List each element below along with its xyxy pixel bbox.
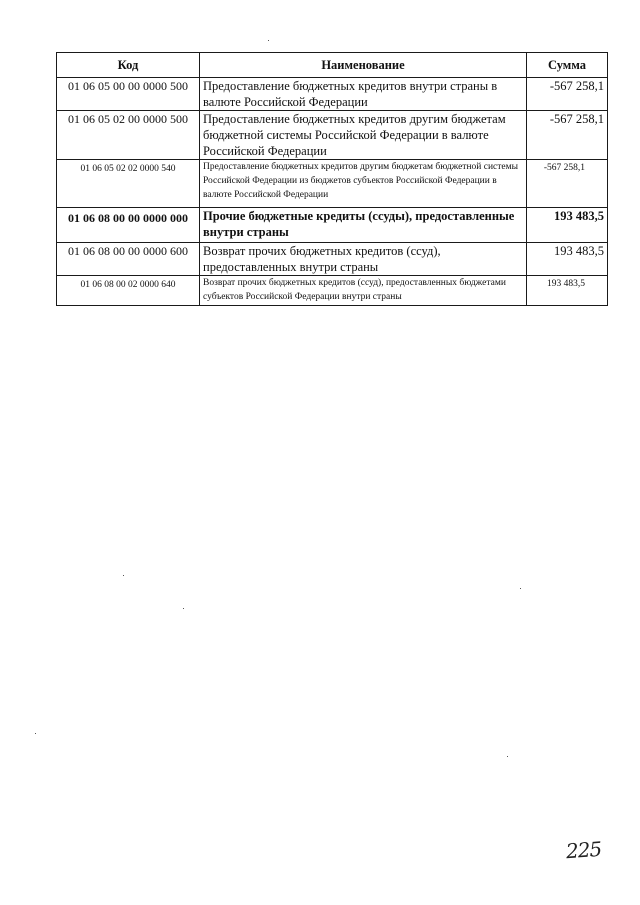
row-code: 01 06 08 00 02 0000 640 — [57, 276, 200, 306]
table-row — [57, 160, 608, 208]
table-row — [57, 111, 608, 160]
row-sum: 193 483,5 — [527, 208, 608, 243]
row-name: Предоставление бюджетных кредитов внутри страны в валюте Российской Федерации — [200, 78, 527, 111]
budget-sources-table — [56, 52, 608, 306]
row-name: Предоставление бюджетных кредитов другим бюджетам бюджетной системы Российской Федерации в валюте Российской Федерации — [200, 111, 527, 160]
header-name: Наименование — [200, 53, 527, 78]
header-code: Код — [57, 53, 200, 78]
row-sum: -567 258,1 — [527, 160, 608, 208]
scan-speck — [507, 756, 508, 757]
scan-speck — [268, 40, 269, 41]
scan-speck — [123, 575, 124, 576]
row-code: 01 06 05 00 00 0000 500 — [57, 78, 200, 111]
row-sum: -567 258,1 — [527, 111, 608, 160]
scan-speck — [35, 733, 36, 734]
header-sum: Сумма — [527, 53, 608, 78]
row-name: Предоставление бюджетных кредитов другим бюджетам бюджетной системы Российской Федерации из бюджетов субъектов Российской Федерации в валюте Российской Федерации — [200, 160, 527, 208]
handwritten-page-number: 225 — [565, 836, 602, 864]
row-sum: -567 258,1 — [527, 78, 608, 111]
row-code: 01 06 08 00 00 0000 600 — [57, 243, 200, 276]
table-header-row — [57, 53, 608, 78]
table-row — [57, 243, 608, 276]
row-code: 01 06 08 00 00 0000 000 — [57, 208, 200, 243]
row-name: Возврат прочих бюджетных кредитов (ссуд), предоставленных бюджетами субъектов Российской Федерации внутри страны — [200, 276, 527, 306]
row-sum: 193 483,5 — [527, 243, 608, 276]
row-code: 01 06 05 02 00 0000 500 — [57, 111, 200, 160]
table-row — [57, 78, 608, 111]
row-name: Возврат прочих бюджетных кредитов (ссуд), предоставленных внутри страны — [200, 243, 527, 276]
row-code: 01 06 05 02 02 0000 540 — [57, 160, 200, 208]
row-sum: 193 483,5 — [527, 276, 608, 306]
row-name: Прочие бюджетные кредиты (ссуды), предоставленные внутри страны — [200, 208, 527, 243]
scan-speck — [520, 588, 521, 589]
table-row — [57, 208, 608, 243]
scan-speck — [183, 608, 184, 609]
table-row — [57, 276, 608, 306]
